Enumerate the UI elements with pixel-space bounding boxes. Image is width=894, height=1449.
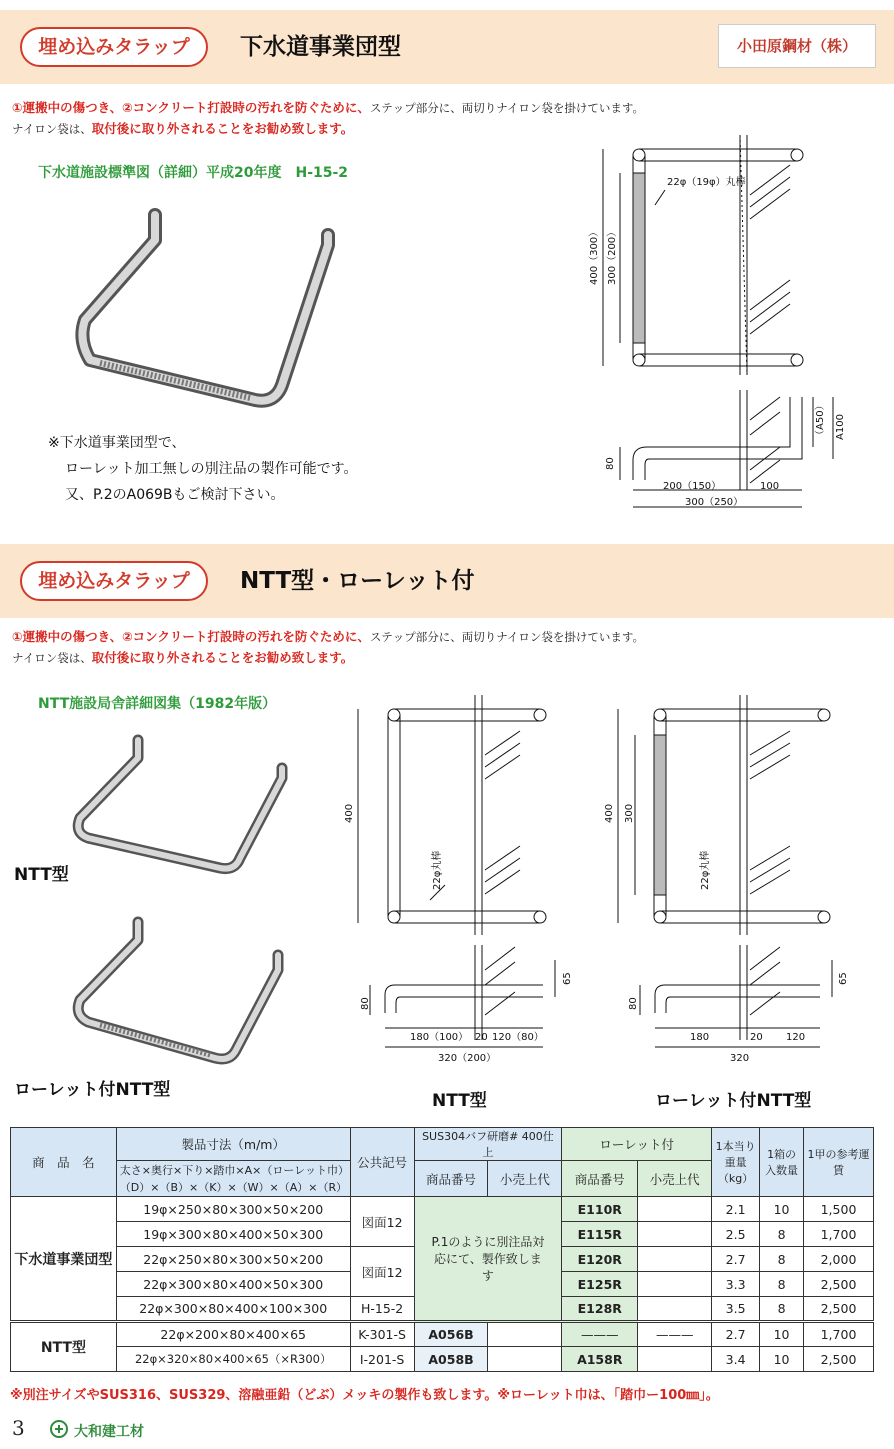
dim-w1: 200（150） bbox=[663, 481, 722, 492]
cell-weight: 2.7 bbox=[712, 1247, 760, 1272]
cell-pub: K-301-S bbox=[350, 1322, 414, 1347]
dim-rod: 22φ丸棒 bbox=[432, 850, 443, 890]
cell-weight: 2.5 bbox=[712, 1222, 760, 1247]
cell-qty: 8 bbox=[760, 1222, 804, 1247]
th-dim: 製品寸法（m/m） bbox=[116, 1128, 350, 1161]
cell-ship: 2,500 bbox=[804, 1297, 874, 1322]
cell-weight: 3.4 bbox=[712, 1347, 760, 1372]
special-order-note: P.1のように別注品対応にて、製作致します bbox=[414, 1197, 562, 1322]
cell-code: A058B bbox=[414, 1347, 488, 1372]
dim-a100: A100 bbox=[835, 414, 846, 440]
section1-drawing bbox=[575, 135, 885, 525]
section1-note-line2 bbox=[12, 119, 353, 137]
th-code2: 商品番号 bbox=[562, 1161, 638, 1197]
cell-ship: 1,700 bbox=[804, 1322, 874, 1347]
cell-code2: A158R bbox=[562, 1347, 638, 1372]
section1-note-line1 bbox=[12, 98, 644, 116]
th-code: 商品番号 bbox=[414, 1161, 488, 1197]
table-row bbox=[11, 1322, 874, 1347]
th-price: 小売上代 bbox=[488, 1161, 562, 1197]
cell-qty: 10 bbox=[760, 1197, 804, 1222]
dim-w4: 320（200） bbox=[438, 1053, 497, 1064]
th-knurl: ローレット付 bbox=[562, 1128, 712, 1161]
cell-pub: I-201-S bbox=[350, 1347, 414, 1372]
note-red: 取付後に取り外されることをお勧め致します。 bbox=[91, 121, 354, 136]
note-red: 取付後に取り外されることをお勧め致します。 bbox=[91, 650, 354, 665]
cell-qty: 8 bbox=[760, 1247, 804, 1272]
dim-d80: 80 bbox=[628, 997, 639, 1010]
th-weight: 1本当り重量（kg） bbox=[712, 1128, 760, 1197]
dim-h400: 400 bbox=[604, 803, 615, 823]
fig-label-knurl-ntt: ローレット付NTT型 bbox=[655, 1091, 812, 1111]
cell-pub: 図面12 bbox=[350, 1247, 414, 1297]
dim-a50: （A50） bbox=[815, 400, 826, 440]
cell-dim: 19φ×250×80×300×50×200 bbox=[116, 1197, 350, 1222]
cell-dim: 22φ×300×80×400×100×300 bbox=[116, 1297, 350, 1322]
cell-code2: E120R bbox=[562, 1247, 638, 1272]
table-row bbox=[11, 1197, 874, 1222]
cell-qty: 8 bbox=[760, 1272, 804, 1297]
cell-price2 bbox=[638, 1272, 712, 1297]
section2-header bbox=[0, 544, 894, 618]
cell-ship: 1,700 bbox=[804, 1222, 874, 1247]
group-gesuido: 下水道事業団型 bbox=[11, 1197, 117, 1322]
brand-name: 大和建工材 bbox=[74, 1424, 144, 1440]
cell-weight: 3.5 bbox=[712, 1297, 760, 1322]
cell-qty: 10 bbox=[760, 1322, 804, 1347]
section2-note-line2 bbox=[12, 648, 353, 666]
product-table bbox=[10, 1127, 874, 1372]
dim-w2: 20 bbox=[475, 1032, 488, 1043]
cell-price2 bbox=[638, 1222, 712, 1247]
th-name: 商 品 名 bbox=[11, 1128, 117, 1197]
th-dim-sub1: 太さ×奥行×下り×踏巾×A×（ローレット巾） bbox=[116, 1161, 350, 1179]
dim-w4: 320 bbox=[730, 1053, 750, 1064]
th-price2: 小売上代 bbox=[638, 1161, 712, 1197]
cell-code2: E110R bbox=[562, 1197, 638, 1222]
section1-remark2: ローレット加工無しの別注品の製作可能です。 bbox=[65, 461, 358, 477]
dim-w3: 300（250） bbox=[685, 497, 744, 508]
dim-rod: 22φ丸棒 bbox=[700, 850, 711, 890]
cell-dim: 22φ×250×80×300×50×200 bbox=[116, 1247, 350, 1272]
cell-weight: 2.1 bbox=[712, 1197, 760, 1222]
th-qty: 1箱の入数量 bbox=[760, 1128, 804, 1197]
note-black: ナイロン袋は、 bbox=[12, 651, 92, 665]
section1-product-photo bbox=[60, 200, 360, 420]
note-black: ステップ部分に、両切りナイロン袋を掛けています。 bbox=[369, 101, 644, 115]
label-knurl-ntt: ローレット付NTT型 bbox=[14, 1080, 171, 1100]
dim-d65: 65 bbox=[838, 972, 849, 985]
section1-title: 下水道事業団型 bbox=[240, 34, 401, 60]
cell-dim: 22φ×320×80×400×65（×R300） bbox=[116, 1347, 350, 1372]
cell-code: A056B bbox=[414, 1322, 488, 1347]
table-row bbox=[11, 1347, 874, 1372]
section2-title: NTT型・ローレット付 bbox=[240, 568, 475, 594]
cell-pub: 図面12 bbox=[350, 1197, 414, 1247]
cell-price2 bbox=[638, 1197, 712, 1222]
cell-weight: 3.3 bbox=[712, 1272, 760, 1297]
cell-ship: 2,500 bbox=[804, 1347, 874, 1372]
label-ntt: NTT型 bbox=[14, 865, 69, 885]
dim-h300: 300 bbox=[624, 803, 635, 823]
brand-logo-icon bbox=[50, 1420, 68, 1438]
group-ntt: NTT型 bbox=[11, 1322, 117, 1372]
footnote: ※別注サイズやSUS316、SUS329、溶融亜鉛（どぶ）メッキの製作も致します。※ローレット巾は、「踏巾ー100㎜」。 bbox=[10, 1388, 719, 1403]
knurl-ntt-product-photo bbox=[60, 910, 300, 1070]
dim-w1: 180（100） bbox=[410, 1032, 469, 1043]
cell-pub: H-15-2 bbox=[350, 1297, 414, 1322]
section1-header bbox=[0, 10, 894, 84]
cell-qty: 10 bbox=[760, 1347, 804, 1372]
dim-rod: 22φ（19φ）丸棒 bbox=[667, 177, 746, 188]
th-ship: 1甲の参考運賃 bbox=[804, 1128, 874, 1197]
dim-h2: 300（200） bbox=[607, 226, 618, 285]
cell-ship: 1,500 bbox=[804, 1197, 874, 1222]
cell-ship: 2,000 bbox=[804, 1247, 874, 1272]
note-black: ナイロン袋は、 bbox=[12, 122, 92, 136]
cell-weight: 2.7 bbox=[712, 1322, 760, 1347]
dim-w2: 20 bbox=[750, 1032, 763, 1043]
dim-h400: 400 bbox=[344, 803, 355, 823]
section1-standard: 下水道施設標準図（詳細）平成20年度 H-15-2 bbox=[38, 165, 349, 181]
cell-price bbox=[488, 1347, 562, 1372]
dim-d80: 80 bbox=[360, 997, 371, 1010]
cell-code2: E125R bbox=[562, 1272, 638, 1297]
cell-dim: 22φ×300×80×400×50×300 bbox=[116, 1272, 350, 1297]
section2-note-line1 bbox=[12, 627, 644, 645]
cell-price2 bbox=[638, 1247, 712, 1272]
ntt-drawing bbox=[330, 695, 573, 1075]
cell-price bbox=[488, 1322, 562, 1347]
cell-code2: E128R bbox=[562, 1297, 638, 1322]
cell-price2 bbox=[638, 1297, 712, 1322]
cell-dim: 22φ×200×80×400×65 bbox=[116, 1322, 350, 1347]
cell-code2: E115R bbox=[562, 1222, 638, 1247]
th-sus: SUS304バフ研磨# 400仕上 bbox=[414, 1128, 562, 1161]
note-red: ①運搬中の傷つき、②コンクリート打設時の汚れを防ぐために、 bbox=[12, 100, 370, 115]
cell-code2: ——— bbox=[562, 1322, 638, 1347]
page-number: 3 bbox=[12, 1416, 25, 1440]
company-name: 小田原鋼材（株） bbox=[718, 24, 876, 68]
cell-price2 bbox=[638, 1347, 712, 1372]
dim-w1: 180 bbox=[690, 1032, 710, 1043]
section1-remark1: ※下水道事業団型で、 bbox=[48, 435, 186, 451]
cell-price2: ——— bbox=[638, 1322, 712, 1347]
dim-h1: 400（300） bbox=[589, 226, 600, 285]
th-pub: 公共記号 bbox=[350, 1128, 414, 1197]
th-dim-sub2: （D）×（B）×（K）×（W）×（A）×（R） bbox=[116, 1179, 350, 1197]
dim-w2: 100 bbox=[760, 481, 780, 492]
note-red: ①運搬中の傷つき、②コンクリート打設時の汚れを防ぐために、 bbox=[12, 629, 370, 644]
cell-dim: 19φ×300×80×400×50×300 bbox=[116, 1222, 350, 1247]
cell-qty: 8 bbox=[760, 1297, 804, 1322]
section2-tag: 埋め込みタラップ bbox=[20, 561, 208, 601]
dim-w3: 120 bbox=[786, 1032, 806, 1043]
dim-d80: 80 bbox=[605, 457, 616, 470]
note-black: ステップ部分に、両切りナイロン袋を掛けています。 bbox=[369, 630, 644, 644]
dim-w3: 120（80） bbox=[492, 1032, 544, 1043]
section1-tag: 埋め込みタラップ bbox=[20, 27, 208, 67]
section1-remark3: 又、P.2のA069Bもご検討下さい。 bbox=[65, 487, 285, 503]
dim-d65: 65 bbox=[562, 972, 573, 985]
section2-standard: NTT施設局舎詳細図集（1982年版） bbox=[38, 696, 277, 712]
ntt-product-photo bbox=[60, 728, 300, 878]
knurl-ntt-drawing bbox=[590, 695, 850, 1075]
cell-ship: 2,500 bbox=[804, 1272, 874, 1297]
fig-label-ntt: NTT型 bbox=[432, 1091, 487, 1111]
